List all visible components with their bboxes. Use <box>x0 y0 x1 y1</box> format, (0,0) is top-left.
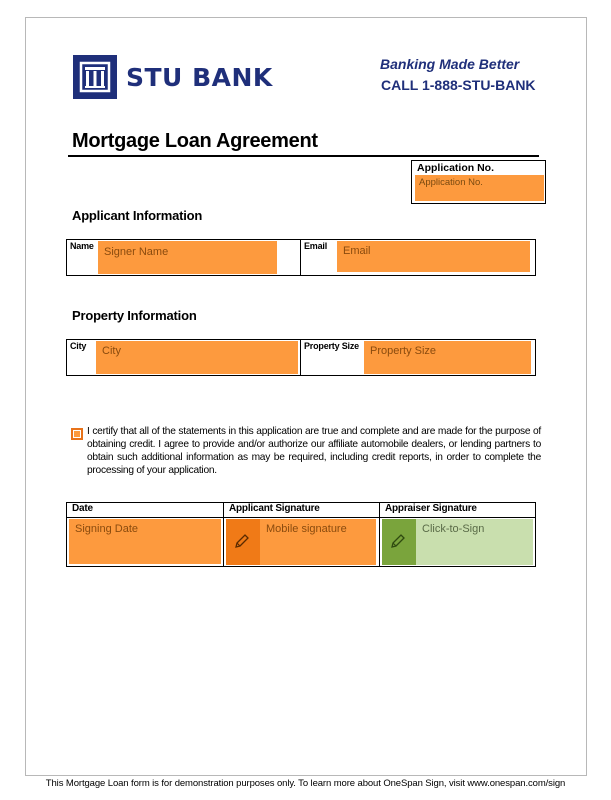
pen-icon <box>390 533 406 549</box>
email-label: Email <box>304 241 328 251</box>
name-label: Name <box>70 241 94 251</box>
property-size-cell <box>301 340 535 375</box>
signature-table <box>66 502 536 567</box>
bank-logo <box>73 55 117 99</box>
applicant-info-row <box>66 239 536 276</box>
applicant-section-heading: Applicant Information <box>72 208 203 223</box>
applicant-header-rule <box>224 517 379 518</box>
appraiser-signature-label: Appraiser Signature <box>385 503 477 514</box>
applicant-pen-block[interactable] <box>226 519 260 565</box>
property-size-field[interactable]: Property Size <box>364 341 531 374</box>
mobile-signature-field[interactable]: Mobile signature <box>260 519 376 565</box>
property-section-heading: Property Information <box>72 308 197 323</box>
bank-phone: CALL 1-888-STU-BANK <box>381 77 536 93</box>
signing-date-field[interactable]: Signing Date <box>69 519 221 564</box>
application-number-field[interactable]: Application No. <box>415 175 544 201</box>
application-number-label: Application No. <box>417 162 494 174</box>
click-to-sign-field[interactable]: Click-to-Sign <box>416 519 533 565</box>
email-field[interactable]: Email <box>337 241 530 272</box>
pen-icon <box>234 533 250 549</box>
application-number-box <box>411 160 546 204</box>
applicant-signature-column <box>224 503 380 566</box>
city-cell <box>67 340 301 375</box>
footer-note: This Mortgage Loan form is for demonstration purposes only. To learn more about OneSpan Sign, visit www.onespan.com/sign <box>45 778 566 789</box>
name-cell <box>67 240 301 275</box>
bank-name: STU BANK <box>126 63 273 92</box>
city-field[interactable]: City <box>96 341 298 374</box>
property-size-label: Property Size <box>304 341 359 351</box>
appraiser-header-rule <box>380 517 535 518</box>
page-title: Mortgage Loan Agreement <box>72 130 318 152</box>
title-divider <box>68 155 539 157</box>
email-cell <box>301 240 535 275</box>
name-field[interactable]: Signer Name <box>98 241 277 274</box>
date-label: Date <box>72 503 93 514</box>
applicant-signature-label: Applicant Signature <box>229 503 320 514</box>
certify-checkbox[interactable] <box>71 428 83 440</box>
city-label: City <box>70 341 87 351</box>
appraiser-signature-column <box>380 503 535 566</box>
date-header-rule <box>67 517 223 518</box>
property-info-row <box>66 339 536 376</box>
date-column <box>67 503 224 566</box>
certification-text: I certify that all of the statements in this application are true and complete and are made for the purpose of obtaining credit. I agree to provide and/or authorize our affiliate automobile dealers, or lending partners to obtain such additional information as may be required, including credit reports, in order to complete the processing of your application. <box>87 426 541 476</box>
bank-tagline: Banking Made Better <box>380 56 520 72</box>
bank-columns-icon <box>73 55 117 99</box>
appraiser-pen-block[interactable] <box>382 519 416 565</box>
